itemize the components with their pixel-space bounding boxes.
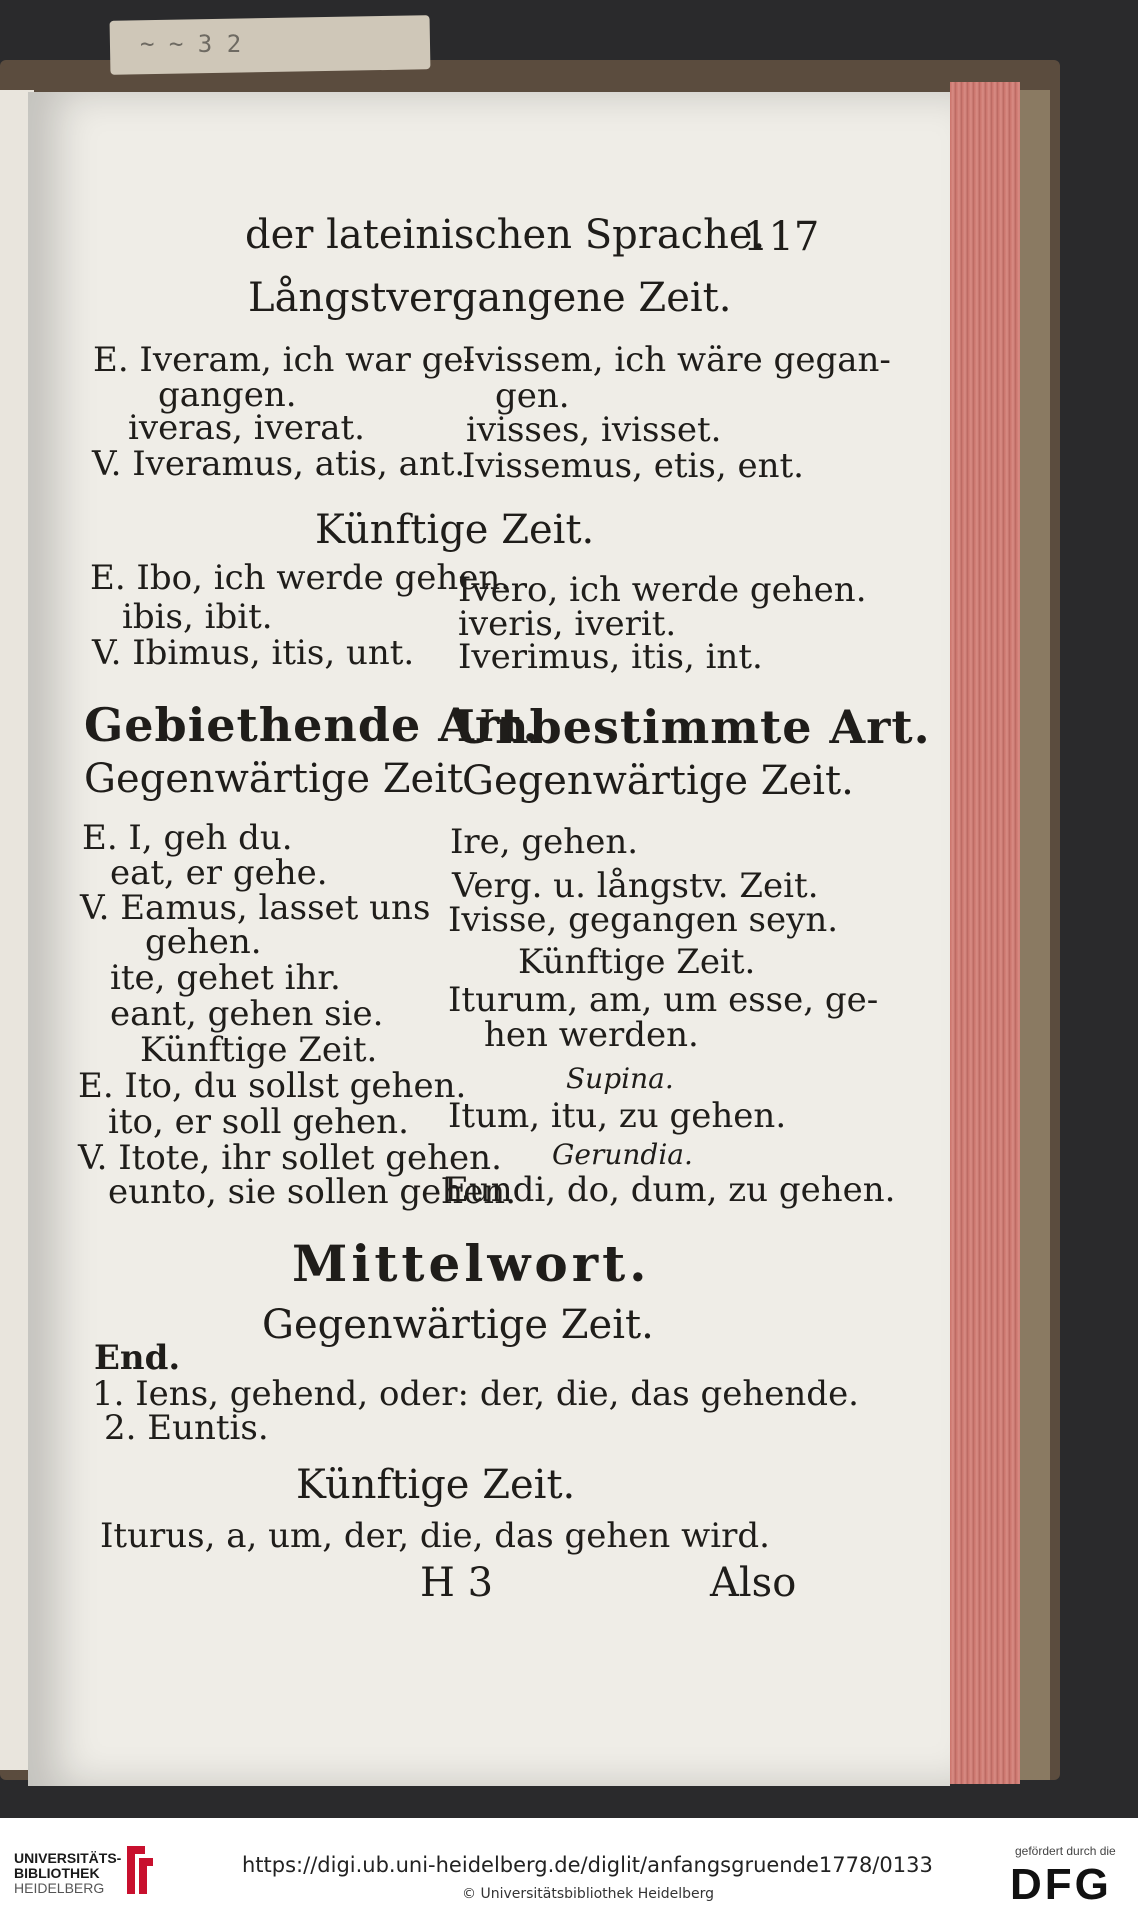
cover-board-right xyxy=(1020,90,1050,1780)
participle-line: 2. Euntis. xyxy=(104,1408,269,1448)
right-col-line: hen werden. xyxy=(484,1015,699,1055)
left-col-line: eunto, sie sollen gehen. xyxy=(108,1172,517,1212)
page-url-link[interactable]: https://digi.ub.uni-heidelberg.de/diglit/anfangsgruende1778/0133 xyxy=(242,1853,933,1877)
left-line: gangen. xyxy=(158,375,297,415)
left-col-line: eant, gehen sie. xyxy=(110,994,384,1034)
left-line: E. Iveram, ich war ge- xyxy=(93,340,476,380)
right-col-line: Ivisse, gegangen seyn. xyxy=(448,900,839,940)
library-logo-text xyxy=(14,1851,121,1896)
left-line: ibis, ibit. xyxy=(122,597,273,637)
left-col-line: V. Eamus, lasset uns xyxy=(80,888,431,928)
running-head: der lateinischen Sprache. xyxy=(245,212,766,258)
left-line: V. Ibimus, itis, unt. xyxy=(92,633,415,673)
left-line: E. Ibo, ich werde gehen. xyxy=(90,558,512,598)
dfg-logo[interactable]: DFG xyxy=(1010,1860,1112,1909)
infinitive-heading: Unbestimmte Art. xyxy=(454,700,931,754)
participle-future-line: Iturus, a, um, der, die, das gehen wird. xyxy=(100,1516,770,1556)
left-col-line: E. Ito, du sollst gehen. xyxy=(78,1066,467,1106)
right-col-label-gerundia: Gerundia. xyxy=(552,1138,693,1171)
right-line: gen. xyxy=(495,376,570,416)
left-col-line: E. I, geh du. xyxy=(82,818,293,858)
section-heading: Långstvergangene Zeit. xyxy=(248,275,732,321)
left-col-subheading: Künftige Zeit. xyxy=(140,1030,378,1070)
right-col-subheading: Verg. u. långstv. Zeit. xyxy=(452,866,819,906)
right-col-line: Iturum, am, um esse, ge- xyxy=(448,980,879,1020)
infinitive-present-heading: Gegenwärtige Zeit. xyxy=(462,758,854,804)
right-line: Ivero, ich werde gehen. xyxy=(458,570,867,610)
left-col-line: ite, gehet ihr. xyxy=(110,958,341,998)
left-line: V. Iveramus, atis, ant. xyxy=(92,444,466,484)
participle-end-label: End. xyxy=(94,1338,181,1378)
right-line: Iverimus, itis, int. xyxy=(458,637,763,677)
participle-present-heading: Gegenwärtige Zeit. xyxy=(262,1302,654,1348)
right-line: ivisses, ivisset. xyxy=(466,410,722,450)
right-col-subheading: Künftige Zeit. xyxy=(518,942,756,982)
left-line: iveras, iverat. xyxy=(128,408,365,448)
funding-note: gefördert durch die xyxy=(1015,1844,1116,1858)
catchword: Also xyxy=(710,1560,797,1606)
left-col-line: V. Itote, ihr sollet gehen. xyxy=(78,1138,502,1178)
participle-heading: Mittelwort. xyxy=(292,1234,651,1293)
logo-line: BIBLIOTHEK xyxy=(14,1865,100,1881)
left-col-line: eat, er gehe. xyxy=(110,853,328,893)
imperative-present-heading: Gegenwärtige Zeit xyxy=(84,756,464,802)
red-fore-edge xyxy=(950,82,1020,1784)
right-line: iveris, iverit. xyxy=(458,604,677,644)
left-col-line: ito, er soll gehen. xyxy=(108,1102,409,1142)
left-col-line: gehen. xyxy=(145,922,262,962)
participle-future-heading: Künftige Zeit. xyxy=(296,1462,576,1508)
right-col-line: Ire, gehen. xyxy=(450,822,639,862)
right-line: Ivissemus, etis, ent. xyxy=(462,446,804,486)
right-col-label-supina: Supina. xyxy=(566,1062,674,1095)
right-col-line: Itum, itu, zu gehen. xyxy=(448,1096,787,1136)
logo-line: UNIVERSITÄTS- xyxy=(14,1850,122,1866)
right-line: Ivissem, ich wäre gegan- xyxy=(462,340,891,380)
copyright-note: © Universitätsbibliothek Heidelberg xyxy=(462,1886,715,1902)
paper-tab-text: ~ ~ 3 2 xyxy=(140,30,242,58)
right-col-line: Eundi, do, dum, zu gehen. xyxy=(444,1170,896,1210)
imperative-heading: Gebiethende Art. xyxy=(84,698,540,752)
page-number: 117 xyxy=(743,214,820,260)
signature-mark: H 3 xyxy=(420,1560,494,1606)
library-logo-icon xyxy=(123,1842,157,1898)
section-heading: Künftige Zeit. xyxy=(315,507,595,553)
participle-line: 1. Iens, gehend, oder: der, die, das gehende. xyxy=(92,1374,859,1414)
logo-line: HEIDELBERG xyxy=(14,1880,105,1896)
